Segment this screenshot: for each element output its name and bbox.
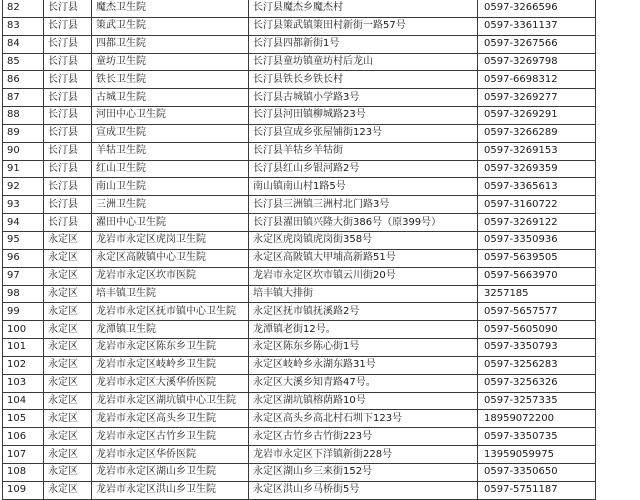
cell-number: 88 — [3, 107, 44, 125]
cell-number: 107 — [3, 446, 44, 464]
cell-number: 86 — [3, 71, 44, 89]
cell-county: 永定区 — [44, 285, 92, 303]
cell-facility-name: 河田中心卫生院 — [92, 107, 249, 125]
cell-number: 91 — [3, 160, 44, 178]
table-row — [3, 178, 596, 196]
table-body — [3, 0, 596, 499]
cell-county: 长汀县 — [44, 35, 92, 53]
cell-address: 永定区古竹乡古竹街223号 — [249, 428, 478, 446]
cell-county: 长汀县 — [44, 107, 92, 125]
cell-county: 永定区 — [44, 267, 92, 285]
cell-number: 109 — [3, 481, 44, 499]
table-row — [3, 196, 596, 214]
table-row — [3, 374, 596, 392]
cell-address: 长汀县铁长乡铁长村 — [249, 71, 478, 89]
cell-facility-name: 龙岩市永定区陈东乡卫生院 — [92, 339, 249, 357]
cell-phone: 0597-3257335 — [478, 392, 596, 410]
cell-county: 长汀县 — [44, 71, 92, 89]
cell-facility-name: 培丰镇卫生院 — [92, 285, 249, 303]
cell-address: 长汀县宣成乡张屋铺街123号 — [249, 124, 478, 142]
cell-facility-name: 龙岩市永定区洪山乡卫生院 — [92, 481, 249, 499]
cell-address: 永定区大溪乡知青路47号。 — [249, 374, 478, 392]
table-row — [3, 446, 596, 464]
cell-number: 103 — [3, 374, 44, 392]
cell-phone: 0597-3361137 — [478, 17, 596, 35]
cell-number: 87 — [3, 89, 44, 107]
cell-address: 长汀县策武镇策田村新街一路57号 — [249, 17, 478, 35]
table-row — [3, 89, 596, 107]
cell-county: 永定区 — [44, 231, 92, 249]
cell-facility-name: 濯田中心卫生院 — [92, 214, 249, 232]
cell-phone: 0597-3269798 — [478, 53, 596, 71]
cell-phone: 0597-3266596 — [478, 0, 596, 17]
cell-phone: 0597-5657577 — [478, 303, 596, 321]
cell-address: 永定区高陂镇大甲埔高新路51号 — [249, 249, 478, 267]
table-row — [3, 142, 596, 160]
cell-address: 长汀县羊牯乡羊牯街 — [249, 142, 478, 160]
cell-facility-name: 龙岩市永定区大溪华侨医院 — [92, 374, 249, 392]
cell-phone: 0597-3350936 — [478, 231, 596, 249]
cell-address: 龙潭镇老街12号。 — [249, 321, 478, 339]
cell-number: 90 — [3, 142, 44, 160]
cell-county: 永定区 — [44, 356, 92, 374]
table-row — [3, 267, 596, 285]
cell-phone: 0597-5605090 — [478, 321, 596, 339]
table-row — [3, 481, 596, 499]
cell-county: 永定区 — [44, 339, 92, 357]
table-row — [3, 17, 596, 35]
cell-county: 永定区 — [44, 428, 92, 446]
table-row — [3, 231, 596, 249]
cell-county: 长汀县 — [44, 214, 92, 232]
cell-facility-name: 古城卫生院 — [92, 89, 249, 107]
table-row — [3, 428, 596, 446]
cell-facility-name: 龙岩市永定区抚市镇中心卫生院 — [92, 303, 249, 321]
hospital-directory-table — [2, 0, 596, 500]
cell-phone: 0597-5663970 — [478, 267, 596, 285]
cell-number: 97 — [3, 267, 44, 285]
table-row — [3, 53, 596, 71]
cell-county: 长汀县 — [44, 178, 92, 196]
cell-number: 93 — [3, 196, 44, 214]
table-row — [3, 71, 596, 89]
cell-phone: 0597-3160722 — [478, 196, 596, 214]
cell-address: 长汀县魔杰乡魔杰村 — [249, 0, 478, 17]
cell-number: 100 — [3, 321, 44, 339]
cell-county: 长汀县 — [44, 17, 92, 35]
cell-phone: 0597-3269277 — [478, 89, 596, 107]
cell-county: 永定区 — [44, 392, 92, 410]
cell-phone: 0597-3365613 — [478, 178, 596, 196]
cell-address: 长汀县河田镇柳城路23号 — [249, 107, 478, 125]
cell-facility-name: 龙岩市永定区岐岭乡卫生院 — [92, 356, 249, 374]
cell-number: 92 — [3, 178, 44, 196]
cell-number: 108 — [3, 463, 44, 481]
cell-facility-name: 龙岩市永定区高头乡卫生院 — [92, 410, 249, 428]
cell-facility-name: 龙岩市永定区坎市医院 — [92, 267, 249, 285]
cell-facility-name: 龙岩市永定区华侨医院 — [92, 446, 249, 464]
cell-county: 永定区 — [44, 303, 92, 321]
cell-number: 104 — [3, 392, 44, 410]
cell-address: 长汀县红山乡银河路2号 — [249, 160, 478, 178]
cell-facility-name: 永定区高陂镇中心卫生院 — [92, 249, 249, 267]
cell-phone: 0597-3266289 — [478, 124, 596, 142]
cell-facility-name: 铁长卫生院 — [92, 71, 249, 89]
cell-phone: 0597-3269122 — [478, 214, 596, 232]
cell-number: 98 — [3, 285, 44, 303]
cell-phone: 0597-3350650 — [478, 463, 596, 481]
cell-county: 永定区 — [44, 463, 92, 481]
cell-address: 龙岩市永定区坎市镇云川街20号 — [249, 267, 478, 285]
cell-phone: 0597-3256326 — [478, 374, 596, 392]
cell-address: 长汀县古城镇小学路3号 — [249, 89, 478, 107]
cell-address: 长汀县三洲镇三洲村北门路3号 — [249, 196, 478, 214]
cell-phone: 0597-3269291 — [478, 107, 596, 125]
table-row — [3, 0, 596, 17]
cell-phone: 0597-5751187 — [478, 481, 596, 499]
cell-address: 永定区陈东乡陈心街1号 — [249, 339, 478, 357]
cell-number: 94 — [3, 214, 44, 232]
cell-address: 永定区洪山乡马桥街5号 — [249, 481, 478, 499]
cell-phone: 0597-3350793 — [478, 339, 596, 357]
table-row — [3, 249, 596, 267]
cell-number: 99 — [3, 303, 44, 321]
cell-county: 永定区 — [44, 481, 92, 499]
cell-phone: 0597-3269359 — [478, 160, 596, 178]
table-row — [3, 339, 596, 357]
cell-number: 85 — [3, 53, 44, 71]
table-row — [3, 285, 596, 303]
cell-address: 长汀县濯田镇兴隆大街386号（原399号） — [249, 214, 478, 232]
cell-county: 长汀县 — [44, 0, 92, 17]
table-row — [3, 410, 596, 428]
cell-address: 南山镇南山村1路5号 — [249, 178, 478, 196]
cell-facility-name: 四都卫生院 — [92, 35, 249, 53]
cell-address: 长汀县四都新街1号 — [249, 35, 478, 53]
cell-number: 95 — [3, 231, 44, 249]
cell-number: 102 — [3, 356, 44, 374]
cell-phone: 0597-3267566 — [478, 35, 596, 53]
table-row — [3, 35, 596, 53]
cell-address: 永定区湖山乡三来街152号 — [249, 463, 478, 481]
cell-county: 长汀县 — [44, 124, 92, 142]
cell-phone: 3257185 — [478, 285, 596, 303]
cell-number: 105 — [3, 410, 44, 428]
cell-county: 永定区 — [44, 410, 92, 428]
cell-address: 永定区高头乡高北村石圳下123号 — [249, 410, 478, 428]
cell-facility-name: 龙岩市永定区虎岗卫生院 — [92, 231, 249, 249]
cell-county: 永定区 — [44, 321, 92, 339]
cell-address: 龙岩市永定区下洋镇新街228号 — [249, 446, 478, 464]
cell-number: 96 — [3, 249, 44, 267]
cell-facility-name: 宣成卫生院 — [92, 124, 249, 142]
cell-number: 106 — [3, 428, 44, 446]
cell-county: 永定区 — [44, 249, 92, 267]
cell-county: 永定区 — [44, 446, 92, 464]
cell-facility-name: 策武卫生院 — [92, 17, 249, 35]
cell-address: 永定区虎岗镇虎岗街358号 — [249, 231, 478, 249]
cell-phone: 0597-3269153 — [478, 142, 596, 160]
cell-phone: 0597-3256283 — [478, 356, 596, 374]
table-row — [3, 124, 596, 142]
cell-phone: 13959059975 — [478, 446, 596, 464]
cell-facility-name: 三洲卫生院 — [92, 196, 249, 214]
cell-facility-name: 龙岩市永定区湖坑镇中心卫生院 — [92, 392, 249, 410]
cell-phone: 0597-3350735 — [478, 428, 596, 446]
cell-county: 长汀县 — [44, 89, 92, 107]
table-row — [3, 303, 596, 321]
cell-address: 长汀县童坊镇童坊村后龙山 — [249, 53, 478, 71]
cell-phone: 0597-5639505 — [478, 249, 596, 267]
cell-facility-name: 南山卫生院 — [92, 178, 249, 196]
cell-phone: 0597-6698312 — [478, 71, 596, 89]
cell-address: 永定区岐岭乡永湖东路31号 — [249, 356, 478, 374]
cell-facility-name: 龙岩市永定区湖山乡卫生院 — [92, 463, 249, 481]
cell-facility-name: 龙岩市永定区古竹乡卫生院 — [92, 428, 249, 446]
cell-number: 89 — [3, 124, 44, 142]
cell-county: 永定区 — [44, 374, 92, 392]
cell-address: 培丰镇大排街 — [249, 285, 478, 303]
cell-county: 长汀县 — [44, 196, 92, 214]
table-row — [3, 160, 596, 178]
cell-county: 长汀县 — [44, 53, 92, 71]
cell-address: 永定区湖坑镇榕荫路10号 — [249, 392, 478, 410]
cell-county: 长汀县 — [44, 160, 92, 178]
cell-address: 永定区抚市镇抚溪路2号 — [249, 303, 478, 321]
table-row — [3, 463, 596, 481]
table-row — [3, 107, 596, 125]
table-row — [3, 392, 596, 410]
cell-facility-name: 红山卫生院 — [92, 160, 249, 178]
cell-phone: 18959072200 — [478, 410, 596, 428]
table-row — [3, 356, 596, 374]
cell-county: 长汀县 — [44, 142, 92, 160]
cell-facility-name: 龙潭镇卫生院 — [92, 321, 249, 339]
table-row — [3, 321, 596, 339]
cell-number: 82 — [3, 0, 44, 17]
cell-number: 83 — [3, 17, 44, 35]
cell-number: 84 — [3, 35, 44, 53]
table-row — [3, 214, 596, 232]
cell-facility-name: 魔杰卫生院 — [92, 0, 249, 17]
cell-facility-name: 羊牯卫生院 — [92, 142, 249, 160]
cell-number: 101 — [3, 339, 44, 357]
cell-facility-name: 童坊卫生院 — [92, 53, 249, 71]
